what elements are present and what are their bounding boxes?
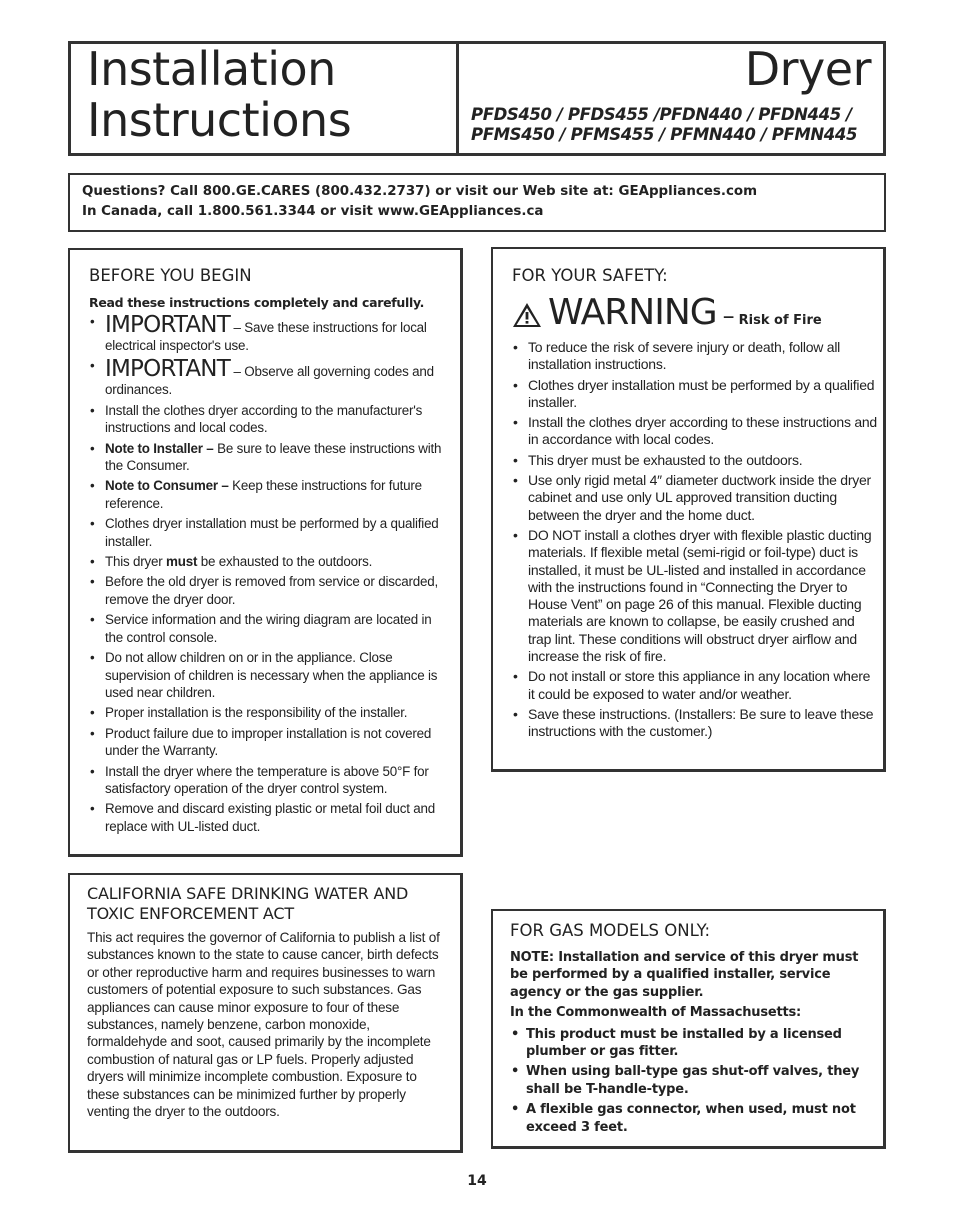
list-item bbox=[89, 649, 450, 701]
item-text: – Observe all governing codes and ordinances. bbox=[105, 364, 434, 398]
gas-title: FOR GAS MODELS ONLY: bbox=[510, 921, 711, 940]
gas-list bbox=[510, 1026, 875, 1136]
list-item: • Save these instructions. (Installers: Be sure to leave these instructions with the customer.) bbox=[512, 706, 877, 741]
item-text: Product failure due to improper installation is not covered under the Warranty. bbox=[105, 725, 432, 759]
page-title-line1: Installation bbox=[87, 42, 336, 96]
warning-word: WARNING bbox=[548, 292, 717, 333]
list-item bbox=[89, 515, 450, 550]
before-you-begin-box bbox=[68, 248, 463, 857]
item-text: Be sure to leave these instructions with the Consumer. bbox=[105, 440, 442, 474]
contact-line-us: Questions? Call 800.GE.CARES (800.432.2737) or visit our Web site at: GEAppliances.com bbox=[82, 184, 758, 199]
item-text: This dryer bbox=[105, 554, 167, 570]
item-text: Service information and the wiring diagram are located in the control console. bbox=[105, 612, 432, 645]
item-text: Clothes dryer installation must be performed by a qualified installer. bbox=[105, 516, 439, 549]
item-text: Remove and discard existing plastic or metal foil duct and replace with UL-listed duct. bbox=[105, 801, 436, 834]
list-item bbox=[89, 611, 450, 646]
before-list bbox=[89, 313, 450, 835]
gas-massachusetts: In the Commonwealth of Massachusetts: bbox=[510, 1005, 802, 1021]
list-item bbox=[89, 800, 450, 835]
safety-box bbox=[491, 247, 886, 772]
list-item bbox=[89, 477, 450, 512]
model-line-1: PFDS450 / PFDS455 /PFDN440 / PFDN445 / bbox=[471, 105, 852, 124]
item-text: Proper installation is the responsibility of the installer. bbox=[105, 705, 408, 721]
contact-line-canada: In Canada, call 1.800.561.3344 or visit www.GEAppliances.ca bbox=[82, 204, 544, 219]
header bbox=[68, 41, 886, 156]
note-label: Note to Installer – bbox=[105, 440, 214, 456]
page-number: 14 bbox=[467, 1173, 487, 1189]
list-item bbox=[89, 763, 450, 798]
model-numbers bbox=[471, 105, 857, 145]
warning-dash: – bbox=[722, 302, 735, 330]
california-title: CALIFORNIA SAFE DRINKING WATER AND TOXIC ENFORCEMENT ACT bbox=[87, 884, 409, 923]
list-item: • Do not install or store this appliance in any location where it could be exposed to water and/or weather. bbox=[512, 668, 877, 703]
emphasis: must bbox=[166, 554, 198, 570]
gas-note: NOTE: Installation and service of this dryer must be performed by a qualified installer, service agency or the gas supplier. bbox=[510, 950, 859, 1000]
list-item: • To reduce the risk of severe injury or death, follow all installation instructions. bbox=[512, 339, 877, 374]
important-label: IMPORTANT bbox=[105, 312, 230, 338]
item-text: Install the dryer where the temperature is above 50°F for satisfactory operation of the dryer control system. bbox=[105, 763, 429, 796]
important-label: IMPORTANT bbox=[105, 356, 230, 383]
list-item bbox=[89, 704, 450, 721]
item-text: Keep these instructions for future reference. bbox=[105, 478, 422, 511]
warning-heading bbox=[512, 293, 877, 333]
list-item: • Install the clothes dryer according to these instructions and in accordance with local codes. bbox=[512, 414, 877, 449]
item-text: – Save these instructions for local electrical inspector's use. bbox=[105, 320, 427, 353]
page-title-line2: Instructions bbox=[87, 93, 352, 147]
gas-models-box bbox=[491, 909, 886, 1149]
list-item: • Clothes dryer installation must be performed by a qualified installer. bbox=[512, 377, 877, 412]
list-item bbox=[89, 313, 450, 354]
header-title-block bbox=[71, 44, 459, 153]
safety-title: FOR YOUR SAFETY: bbox=[512, 266, 668, 285]
list-item bbox=[89, 357, 450, 398]
list-item bbox=[89, 402, 450, 437]
california-act-box bbox=[68, 873, 463, 1153]
list-item bbox=[89, 725, 450, 760]
model-line-2: PFMS450 / PFMS455 / PFMN440 / PFMN445 bbox=[471, 125, 858, 144]
list-item: • Use only rigid metal 4″ diameter ductwork inside the dryer cabinet and use only UL approved transition ducting between the dryer and the home duct. bbox=[512, 472, 877, 524]
contact-box bbox=[68, 173, 886, 232]
warning-triangle-icon bbox=[512, 302, 542, 328]
before-title: BEFORE YOU BEGIN bbox=[89, 266, 252, 285]
list-item: • A flexible gas connector, when used, must not exceed 3 feet. bbox=[510, 1101, 875, 1136]
warning-risk: Risk of Fire bbox=[738, 313, 822, 328]
item-text: be exhausted to the outdoors. bbox=[197, 554, 373, 570]
california-body: This act requires the governor of California to publish a list of substances known to the state to cause cancer, birth defects or other reproductive harm and requires businesses to warn customers of potential exposure to such substances. Gas appliances can cause minor exposure to four of these substances, namely benzene, carbon monoxide, formaldehyde and soot, caused primarily by the incomplete combustion of natural gas or LP fuels. Properly adjusted dryers will minimize incomplete combustion. Exposure to these substances can be minimized further by properly venting the dryer to the outdoors. bbox=[87, 930, 440, 1120]
item-text: Do not allow children on or in the appliance. Close supervision of children is necessary when the appliance is used near children. bbox=[105, 650, 438, 700]
list-item: • DO NOT install a clothes dryer with flexible plastic ducting materials. If flexible metal (semi-rigid or foil-type) duct is installed, it must be UL-listed and installed in accordance with the instructions found in “Connecting the Dryer to House Vent” on page 26 of this manual. Flexible ducting materials are known to collapse, be easily crushed and trap lint. These conditions will obstruct dryer airflow and increase the risk of fire. bbox=[512, 527, 877, 665]
item-text: Before the old dryer is removed from service or discarded, remove the dryer door. bbox=[105, 574, 438, 607]
list-item: • This dryer must be exhausted to the outdoors. bbox=[512, 452, 877, 469]
header-product-block bbox=[459, 44, 883, 153]
safety-list bbox=[512, 339, 877, 741]
list-item bbox=[89, 440, 450, 475]
before-subtitle: Read these instructions completely and carefully. bbox=[89, 295, 425, 310]
product-name: Dryer bbox=[744, 42, 871, 96]
note-label: Note to Consumer – bbox=[105, 478, 229, 494]
item-text: Install the clothes dryer according to the manufacturer's instructions and local codes. bbox=[105, 402, 423, 436]
list-item bbox=[89, 573, 450, 608]
list-item: • This product must be installed by a licensed plumber or gas fitter. bbox=[510, 1026, 875, 1061]
list-item bbox=[89, 553, 450, 570]
list-item: • When using ball-type gas shut-off valves, they shall be T-handle-type. bbox=[510, 1063, 875, 1098]
